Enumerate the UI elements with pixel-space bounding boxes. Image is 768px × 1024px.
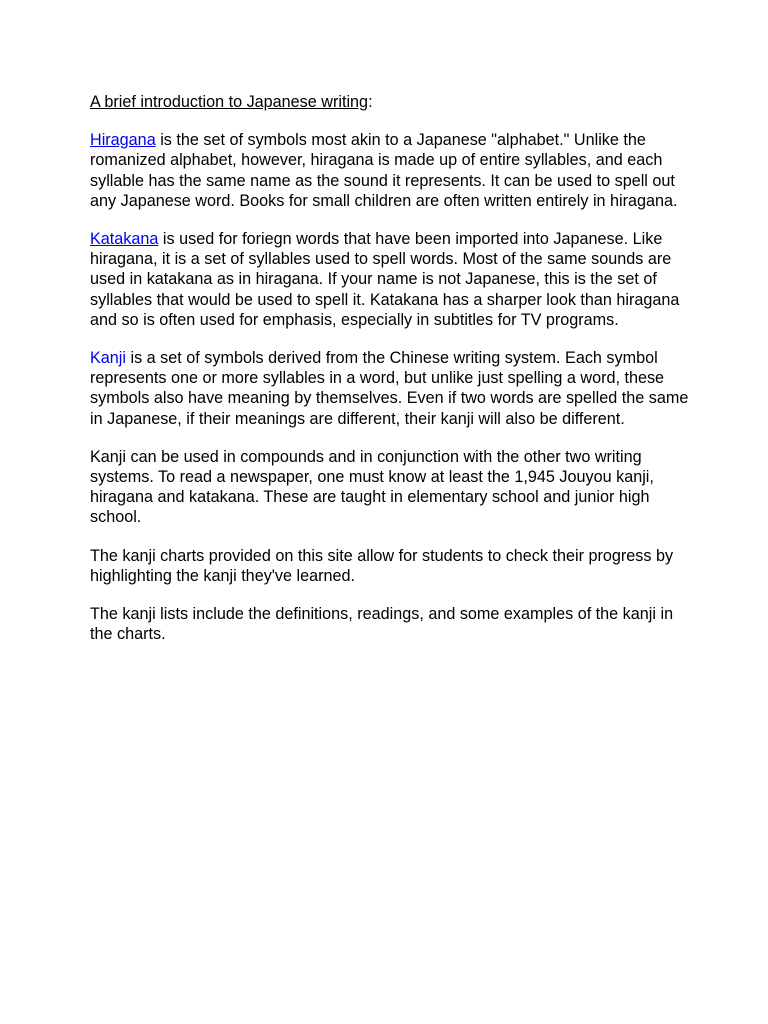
paragraph-text: is used for foriegn words that have been imported into Japanese. Like hiragana, it is a set of syllables used to spell words. Most of the same sounds are used in katakana as in hiragana. If your name is not Japanese, this is the set of syllables that would be used to spell it. Katakana has a sharper look than hiragana and so is often used for emphasis, especially in subtitles for TV programs. (90, 230, 680, 329)
paragraph-text: The kanji charts provided on this site allow for students to check their progress by highlighting the kanji they've learned. (90, 546, 674, 585)
paragraph-lists (90, 604, 690, 644)
katakana-link[interactable]: Katakana (90, 230, 159, 249)
title-line (90, 92, 690, 112)
paragraph-text: Kanji can be used in compounds and in conjunction with the other two writing systems. To read a newspaper, one must know at least the 1,945 Jouyou kanji, hiragana and katakana. These are taught in elementary school and junior high school. (90, 447, 654, 527)
document-body (90, 92, 690, 662)
paragraph-text: is the set of symbols most akin to a Japanese "alphabet." Unlike the romanized alphabet, however, hiragana is made up of entire syllables, and each syllable has the same name as the sound it represents. It can be used to spell out any Japanese word. Books for small children are often written entirely in hiragana. (90, 131, 678, 210)
paragraph-text: is a set of symbols derived from the Chinese writing system. Each symbol represents one or more syllables in a word, but unlike just spelling a word, these symbols also have meaning by themselves. Even if two words are spelled the same in Japanese, if their meanings are different, their kanji will also be different. (90, 349, 689, 428)
paragraph-charts (90, 546, 690, 586)
paragraph-compounds (90, 447, 690, 528)
kanji-term: Kanji (90, 349, 126, 368)
document-title: A brief introduction to Japanese writing (90, 93, 369, 111)
paragraph-text: The kanji lists include the definitions, readings, and some examples of the kanji in the charts. (90, 605, 674, 644)
paragraph-kanji (90, 348, 690, 429)
paragraph-katakana (90, 229, 690, 330)
title-colon: : (368, 93, 373, 111)
paragraph-hiragana (90, 130, 690, 211)
hiragana-link[interactable]: Hiragana (90, 131, 156, 150)
